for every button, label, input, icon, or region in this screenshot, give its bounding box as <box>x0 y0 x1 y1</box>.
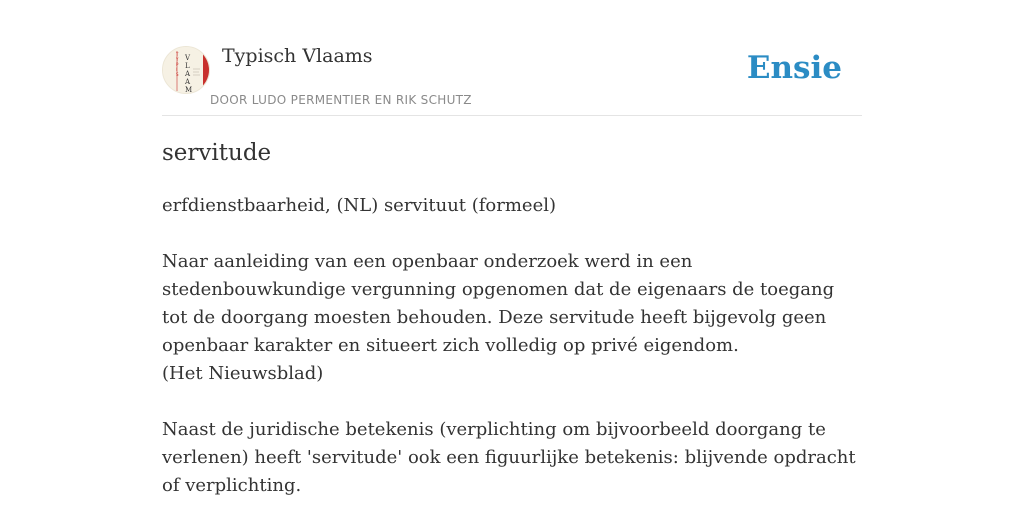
entry-body <box>162 192 862 512</box>
svg-text:A: A <box>185 78 191 86</box>
brand-logo-link[interactable]: Ensie <box>746 50 842 86</box>
definition-text: erfdienstbaarheid, (NL) servituut (formeel) <box>162 195 557 216</box>
example-source: (Het Nieuwsblad) <box>162 363 324 384</box>
entry-term: servitude <box>162 140 272 166</box>
byline: DOOR LUDO PERMENTIER EN RIK SCHUTZ <box>210 93 472 107</box>
usage-note: Naast de juridische betekenis (verplichting om bijvoorbeeld doorgang te verlenen) heeft 'servitude' ook een figuurlijke betekenis: blijvende opdracht of verplichting. <box>162 419 856 496</box>
typisch-vlaams-book-cover-icon <box>163 47 209 93</box>
svg-text:A: A <box>185 70 191 78</box>
collection-logo[interactable] <box>162 46 210 94</box>
svg-text:T: T <box>176 52 179 57</box>
svg-text:L: L <box>185 62 190 70</box>
svg-text:I: I <box>176 67 178 72</box>
collection-title[interactable]: Typisch Vlaams <box>222 45 373 67</box>
example-text: Naar aanleiding van een openbaar onderzoek werd in een stedenbouwkundige vergunning opgenomen dat de eigenaars de toegang tot de doorgang moesten behouden. Deze servitude heeft bijgevolg geen openbaar karakter en situeert zich volledig op privé eigendom. <box>162 251 835 356</box>
svg-text:P: P <box>176 62 179 67</box>
svg-text:Y: Y <box>176 57 179 62</box>
content-column <box>162 0 862 496</box>
svg-text:M: M <box>185 86 193 93</box>
svg-text:S: S <box>176 72 179 77</box>
header <box>162 0 862 116</box>
example-quote <box>162 248 862 388</box>
svg-text:V: V <box>185 54 191 62</box>
